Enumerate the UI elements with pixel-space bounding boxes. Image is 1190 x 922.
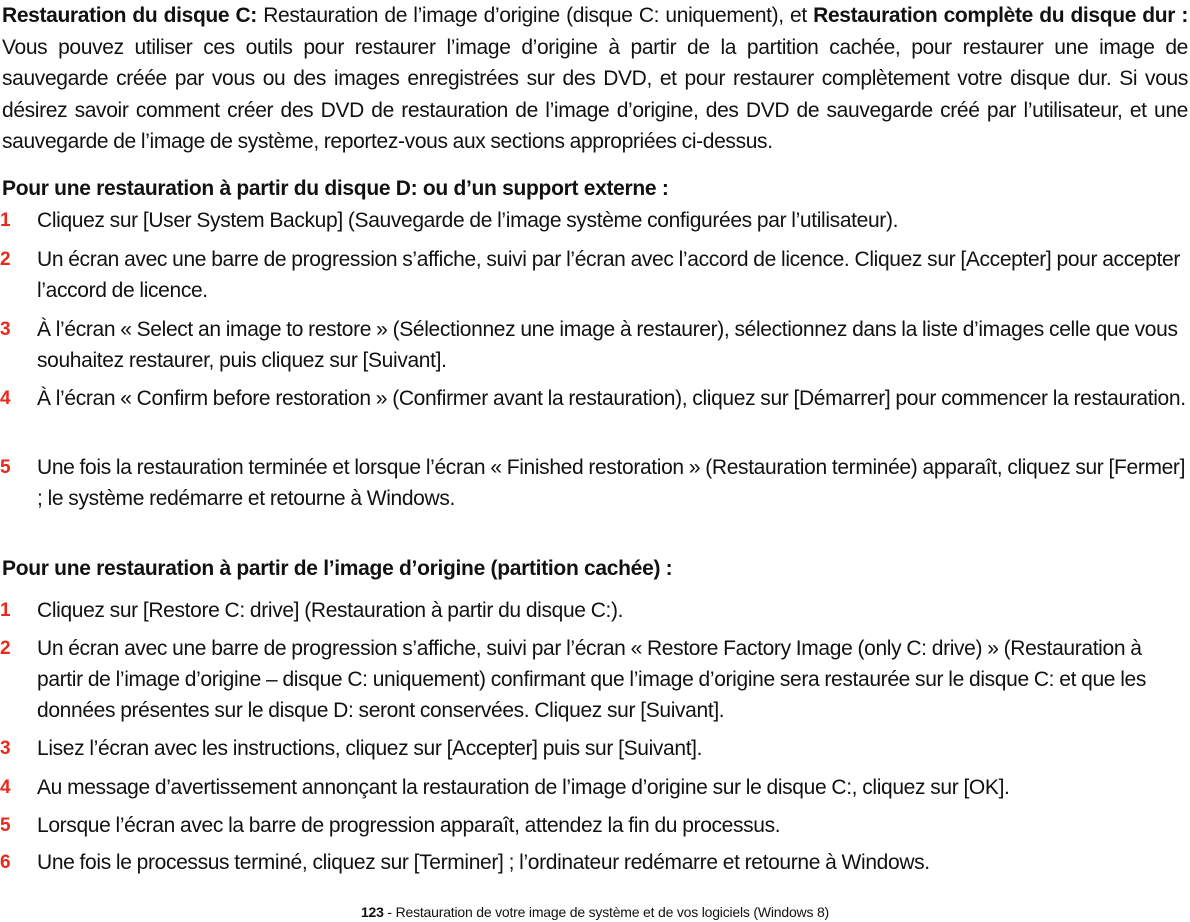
step-text: Un écran avec une barre de progression s’affiche, suivi par l’écran avec l’accord de licence. Cliquez sur [Accepter] pour accepter l’accord de licence. [37, 248, 1180, 302]
step-text: Cliquez sur [Restore C: drive] (Restauration à partir du disque C:). [37, 599, 624, 622]
intro-bold-full-restore: Restauration complète du disque dur : [813, 4, 1188, 27]
step-number: 2 [0, 249, 11, 270]
step-text: Un écran avec une barre de progression s’affiche, suivi par l’écran « Restore Factory Image (only C: drive) » (Restauration à partir de l’image d’origine – disque C: uniquement) confirmant que l’image d’origine sera restaurée sur le disque C: et que les données présentes sur le disque D: seront conservées. Cliquez sur [Suivant]. [37, 637, 1147, 722]
section2-heading: Pour une restauration à partir de l’image d’origine (partition cachée) : [2, 557, 673, 580]
step-text: À l’écran « Confirm before restoration » (Confirmer avant la restauration), cliquez sur [Démarrer] pour commencer la restauration. [37, 387, 1186, 410]
step-number: 4 [0, 388, 11, 409]
intro-paragraph [2, 0, 1188, 158]
step-number: 1 [0, 600, 11, 621]
step-number: 2 [0, 638, 11, 659]
step-number: 6 [0, 852, 11, 873]
intro-text-1: Restauration de l’image d’origine (disque C: uniquement), et [256, 4, 814, 27]
footer-title: - Restauration de votre image de système et de vos logiciels (Windows 8) [383, 904, 830, 920]
step-text: Lorsque l’écran avec la barre de progression apparaît, attendez la fin du processus. [37, 814, 781, 837]
step-number: 3 [0, 738, 11, 759]
step-text: Une fois la restauration terminée et lorsque l’écran « Finished restoration » (Restauration terminée) apparaît, cliquez sur [Fermer] ; le système redémarre et retourne à Windows. [37, 456, 1186, 510]
page-footer [0, 903, 1190, 921]
section1-heading: Pour une restauration à partir du disque D: ou d’un support externe : [2, 177, 669, 200]
step-number: 3 [0, 319, 11, 340]
step-text: Une fois le processus terminé, cliquez sur [Terminer] ; l’ordinateur redémarre et retourne à Windows. [37, 851, 930, 874]
intro-text-2: Vous pouvez utiliser ces outils pour restaurer l’image d’origine à partir de la partition cachée, pour restaurer une image de sauvegarde créée par vous ou des images enregistrées sur des DVD, et pour restaurer complètement votre disque dur. Si vous désirez savoir comment créer des DVD de restauration de l’image d’origine, des DVD de sauvegarde créé par l’utilisateur, et une sauvegarde de l’image de système, reportez-vous aux sections appropriées ci-dessus. [2, 35, 1188, 153]
step-text: Cliquez sur [User System Backup] (Sauvegarde de l’image système configurées par l’utilisateur). [37, 209, 899, 232]
step-text: À l’écran « Select an image to restore » (Sélectionnez une image à restaurer), sélectionnez dans la liste d’images celle que vous souhaitez restaurer, puis cliquez sur [Suivant]. [37, 318, 1178, 372]
step-number: 5 [0, 815, 11, 836]
step-text: Lisez l’écran avec les instructions, cliquez sur [Accepter] puis sur [Suivant]. [37, 737, 703, 760]
step-number: 4 [0, 777, 11, 798]
step-number: 5 [0, 457, 11, 478]
step-number: 1 [0, 210, 11, 231]
step-text: Au message d’avertissement annonçant la restauration de l’image d’origine sur le disque C:, cliquez sur [OK]. [37, 776, 1010, 799]
page-number: 123 [360, 904, 384, 920]
intro-bold-c-drive: Restauration du disque C: [2, 4, 257, 27]
